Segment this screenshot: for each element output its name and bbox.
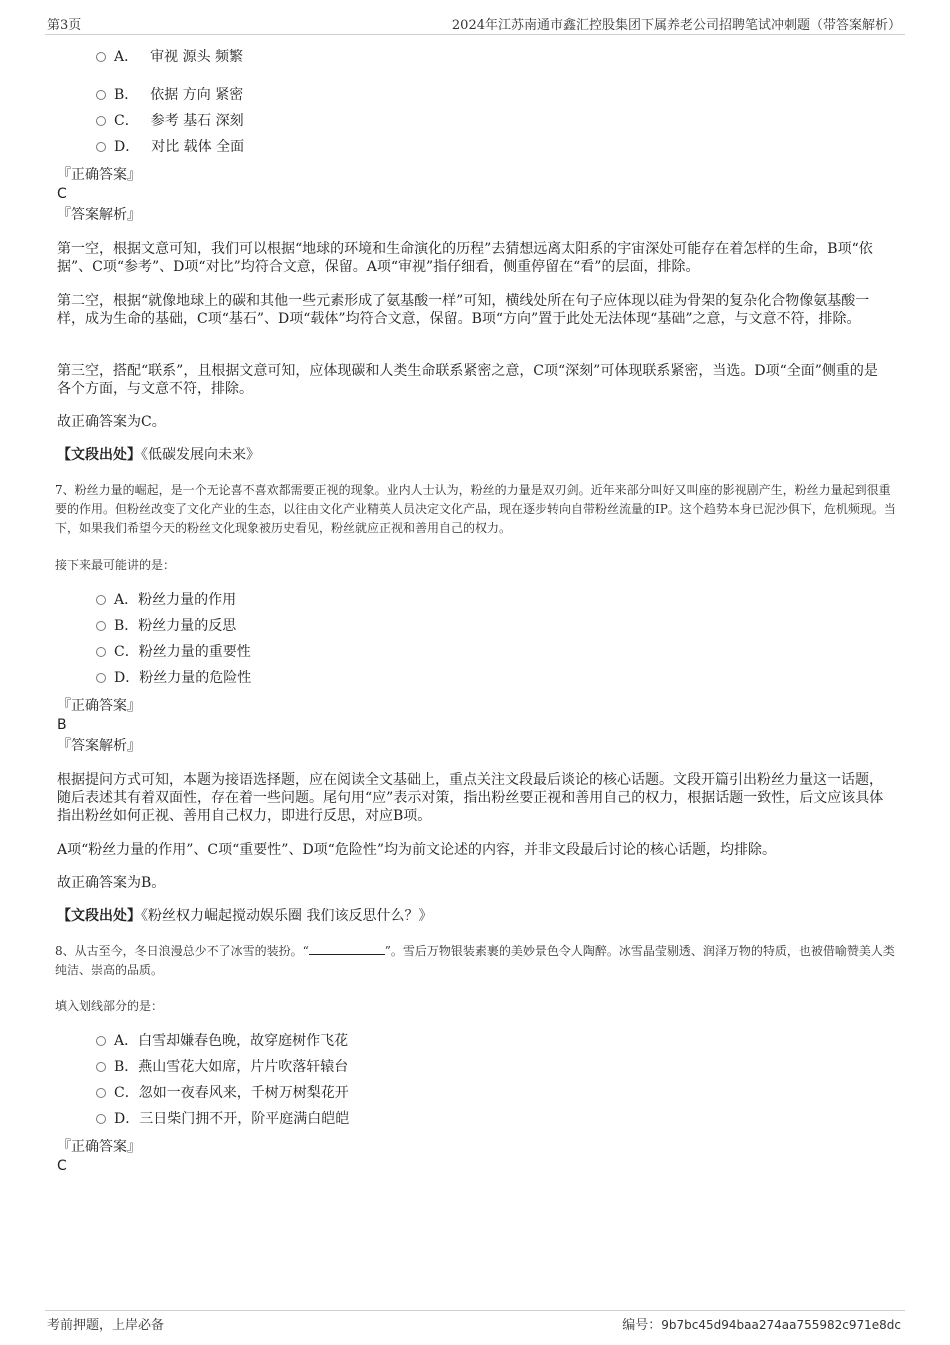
correct-answer: C bbox=[57, 186, 67, 202]
analysis-paragraph: 根据提问方式可知，本题为接语选择题，应在阅读全文基础上，重点关注文段最后谈论的核心话题。文段开篇引出粉丝力量这一话题，随后表述其有着双面性，存在着一些问题。尾句用“应”表示对策，指出粉丝要正视和善用自己的权力，根据话题一致性，后文应该具体指出粉丝如何正视、善用自己权力，即进行反思，对应B项。 bbox=[57, 772, 884, 824]
analysis-paragraph: A项“粉丝力量的作用”、C项“重要性”、D项“危险性”均为前文论述的内容，并非文段最后讨论的核心话题，均排除。 bbox=[57, 842, 776, 858]
option-a[interactable]: A．粉丝力量的作用 bbox=[96, 591, 236, 609]
question-text: 7、粉丝力量的崛起，是一个无论喜不喜欢都需要正视的现象。业内人士认为，粉丝的力量是双刃剑。近年来部分叫好又叫座的影视剧产生，粉丝力量起到很重要的作用。但粉丝改变了文化产业的生态，以往由文化产业精英人员决定文化产品，现在逐步转向自带粉丝流量的IP。这个趋势本身已泥沙俱下，危机频现。当下，如果我们希望今天的粉丝文化现象被历史看见，粉丝就应正视和善用自己的权力。 bbox=[55, 483, 896, 535]
option-c[interactable]: C．粉丝力量的重要性 bbox=[96, 643, 251, 661]
correct-answer: C bbox=[57, 1158, 67, 1174]
radio-icon[interactable] bbox=[96, 90, 106, 100]
analysis-paragraph: 第一空，根据文意可知，我们可以根据“地球的环境和生命演化的历程”去猜想远离太阳系的宇宙深处可能存在着怎样的生命，B项“依据”、C项“参考”、D项“对比”均符合文意，保留。A项“审视”指仔细看，侧重停留在“看”的层面，排除。 bbox=[57, 241, 873, 275]
analysis-conclusion: 故正确答案为B。 bbox=[57, 875, 166, 891]
radio-icon[interactable] bbox=[96, 1062, 106, 1072]
page-header bbox=[45, 14, 905, 35]
radio-icon[interactable] bbox=[96, 1114, 106, 1124]
radio-icon[interactable] bbox=[96, 1088, 106, 1098]
option-b[interactable]: B．燕山雪花大如席，片片吹落轩辕台 bbox=[96, 1058, 348, 1076]
footer-slogan: 考前押题，上岸必备 bbox=[47, 1318, 165, 1333]
option-d[interactable]: D．粉丝力量的危险性 bbox=[96, 669, 251, 687]
analysis-conclusion: 故正确答案为C。 bbox=[57, 414, 166, 430]
analysis-label: 『答案解析』 bbox=[57, 207, 141, 223]
answer-label: 『正确答案』 bbox=[57, 167, 141, 183]
radio-icon[interactable] bbox=[96, 1036, 106, 1046]
source-label: 【文段出处】 bbox=[57, 908, 141, 924]
answer-label: 『正确答案』 bbox=[57, 698, 141, 714]
source-title: 《粉丝权力崛起搅动娱乐圈 我们该反思什么？》 bbox=[141, 908, 433, 924]
option-c[interactable]: C．忽如一夜春风来，千树万树梨花开 bbox=[96, 1084, 349, 1102]
source-label: 【文段出处】 bbox=[57, 447, 141, 463]
answer-label: 『正确答案』 bbox=[57, 1139, 141, 1155]
fill-in-blank bbox=[309, 942, 385, 955]
radio-icon[interactable] bbox=[96, 673, 106, 683]
option-b[interactable]: B．粉丝力量的反思 bbox=[96, 617, 236, 635]
radio-icon[interactable] bbox=[96, 52, 106, 62]
analysis-label: 『答案解析』 bbox=[57, 738, 141, 754]
option-d[interactable]: D． 对比 载体 全面 bbox=[96, 138, 244, 156]
source-title: 《低碳发展向未来》 bbox=[141, 447, 260, 463]
question-prompt: 接下来最可能讲的是： bbox=[55, 558, 176, 572]
radio-icon[interactable] bbox=[96, 647, 106, 657]
radio-icon[interactable] bbox=[96, 595, 106, 605]
analysis-paragraph: 第三空，搭配“联系”，且根据文意可知，应体现碳和人类生命联系紧密之意，C项“深刻”可体现联系紧密，当选。D项“全面”侧重的是各个方面，与文意不符，排除。 bbox=[57, 363, 878, 397]
document-title: 2024年江苏南通市鑫汇控股集团下属养老公司招聘笔试冲刺题（带答案解析） bbox=[451, 18, 901, 33]
question-text: 8、从古至今，冬日浪漫总少不了冰雪的装扮。“ ”。雪后万物银装素裹的美妙景色令人陶醉。冰雪晶莹剔透、润泽万物的特质，也被借喻赞美人类纯洁、崇高的品质。 bbox=[55, 944, 895, 977]
analysis-paragraph: 第二空，根据“就像地球上的碳和其他一些元素形成了氨基酸一样”可知，横线处所在句子应体现以硅为骨架的复杂化合物像氨基酸一样，成为生命的基础，C项“基石”、D项“载体”均符合文意，保留。B项“方向”置于此处无法体现“基础”之意，与文意不符，排除。 bbox=[57, 293, 870, 327]
document-code: 编号：9b7bc45d94baa274aa755982c971e8dc bbox=[622, 1318, 901, 1333]
option-c[interactable]: C． 参考 基石 深刻 bbox=[96, 112, 244, 130]
page-footer bbox=[45, 1310, 905, 1333]
radio-icon[interactable] bbox=[96, 142, 106, 152]
option-a[interactable]: A．白雪却嫌春色晚，故穿庭树作飞花 bbox=[96, 1032, 348, 1050]
radio-icon[interactable] bbox=[96, 116, 106, 126]
source-line bbox=[57, 907, 889, 925]
option-b[interactable]: B． 依据 方向 紧密 bbox=[96, 86, 243, 104]
page-number: 第3页 bbox=[47, 18, 82, 33]
correct-answer: B bbox=[57, 717, 67, 733]
radio-icon[interactable] bbox=[96, 621, 106, 631]
source-line bbox=[57, 446, 889, 464]
option-d[interactable]: D．三日柴门拥不开，阶平庭满白皑皑 bbox=[96, 1110, 349, 1128]
question-prompt: 填入划线部分的是： bbox=[55, 999, 164, 1013]
option-a[interactable]: A． 审视 源头 频繁 bbox=[96, 48, 243, 66]
